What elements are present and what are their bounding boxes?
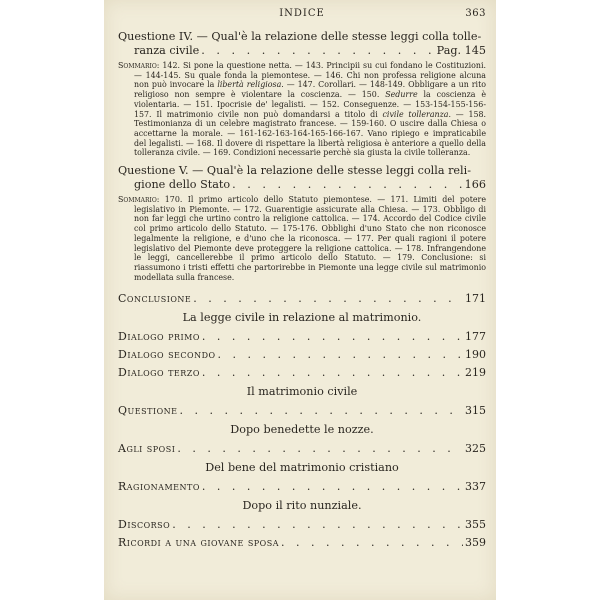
question-iv-entry (118, 30, 486, 57)
entry-title: Dialogo secondo (118, 348, 216, 362)
leader-dots (202, 328, 463, 346)
leader-dots (201, 44, 434, 58)
index-entry (118, 478, 486, 496)
entry-title: Conclusione (118, 292, 192, 306)
index-entry (118, 534, 486, 552)
entry-page: 325 (465, 442, 486, 456)
summary-label: Sommario: (118, 195, 160, 205)
question-v-summary (118, 195, 486, 282)
index-entry (118, 328, 486, 346)
section-heading: La legge civile in relazione al matrimonio. (182, 311, 422, 325)
question-iv-title-cont: ranza civile (134, 43, 200, 57)
index-entry (118, 516, 486, 534)
summary-italic: Sedurre (385, 90, 418, 100)
page-header (118, 8, 486, 24)
index-content (118, 8, 486, 552)
entry-page: 337 (465, 480, 486, 494)
leader-dots (193, 290, 463, 308)
question-v-title-cont: gione dello Stato (134, 177, 231, 191)
entry-page: 177 (465, 330, 486, 344)
question-v-title: Questione V. — Qual'è la relazione delle stesse leggi colla reli- (118, 164, 471, 178)
section-heading: Dopo il rito nunziale. (242, 499, 362, 513)
page-number: 363 (465, 8, 486, 19)
entry-title: Dialogo primo (118, 330, 200, 344)
leader-dots (179, 402, 463, 420)
leader-dots (172, 516, 463, 534)
entry-page: 190 (465, 348, 486, 362)
summary-text: la coscienza è violentaria. — 151. Ipocrisie de' legalisti. — 152. Conseguenze. — 153-154-155-156-157. Il matrimonio civile non può domandarsi a titolo di (134, 90, 486, 119)
entry-title: Ricordi a una giovane sposa (118, 536, 280, 550)
summary-text: 142. Si pone la questione netta. — 143. Principii su cui fondano le Costituzioni. — 144-145. Su quale fonda la piemontese. — 146. Chi non professa religione alcuna non può invocare la (134, 61, 486, 90)
question-v-continuation (118, 178, 486, 192)
section-heading: Dopo benedette le nozze. (230, 423, 374, 437)
question-v-page: 166 (464, 177, 486, 191)
question-v-entry (118, 164, 486, 191)
summary-text: 170. Il primo articolo dello Statuto piemontese. — 171. Limiti del potere legislativo in Piemonte. — 172. Guarentigie assicurate alla Chiesa. — 173. Obbligo di non far leggi che urtino contro la religione cattolica. — 174. Accordo del Codice civile col primo articolo dello Statuto. — 175-176. Obblighi d'uno Stato che non riconosce legalmente la religione, e d'uno che la riconosca. — 177. Per quali ragioni il potere legislativo del Piemonte deve proteggere la religione cattolica. — 178. Infrangendone le leggi, cancellerebbe il primo articolo dello Statuto. — 179. Conclusione: si riassumono i tristi effetti che partorirebbe in Piemonte una legge civile sul matrimonio modellata sulla francese. (134, 195, 486, 282)
entry-page: 219 (465, 366, 486, 380)
book-page (104, 0, 496, 600)
index-entry (118, 402, 486, 420)
leader-dots (202, 478, 463, 496)
index-entry (118, 364, 486, 382)
entry-page: 171 (465, 292, 486, 306)
summary-italic: civile tolleranza (382, 109, 449, 119)
entry-page: 355 (465, 518, 486, 532)
index-entry (118, 440, 486, 458)
section-heading: Del bene del matrimonio cristiano (205, 461, 399, 475)
summary-text: . — 158. Testimonianza di un celebre magistrato francese. — 159-160. O uscire dalla Chiesa o accettarne la morale. — 161-162-163-164-165-166-167. Vano ripiego e impraticabile del legalisti. — 168. Il dovere di rispettare la libertà religiosa è anteriore a quello della tolleranza civile. — 169. Condizioni necessarie perchè sia giusta la civile tolleranza. (134, 109, 487, 158)
question-iv-title: Questione IV. — Qual'è la relazione delle stesse leggi colla tolle- (118, 30, 482, 43)
leader-dots (177, 440, 463, 458)
section-heading: Il matrimonio civile (246, 385, 358, 399)
entry-title: Dialogo terzo (118, 366, 200, 380)
entry-title: Agli sposi (118, 442, 176, 456)
entry-title: Questione (118, 404, 178, 418)
index-entry (118, 290, 486, 308)
index-rows (118, 290, 486, 552)
index-entry (118, 346, 486, 364)
leader-dots (218, 346, 463, 364)
running-title: INDICE (279, 8, 325, 19)
question-iv-page: Pag. 145 (436, 43, 486, 57)
entry-title: Discorso (118, 518, 171, 532)
entry-page: 315 (465, 404, 486, 418)
leader-dots (232, 178, 462, 192)
summary-text: . — 147. Corollari. — 148-149. Obbligare a un rito religioso non sempre è violentare la coscienza. — 150. (134, 80, 486, 100)
summary-label: Sommario: (118, 61, 160, 70)
summary-italic: libertà religiosa (217, 80, 282, 90)
leader-dots (281, 534, 463, 552)
question-iv-continuation (118, 44, 486, 58)
entry-page: 359 (465, 536, 486, 550)
question-iv-summary (118, 61, 486, 158)
entry-title: Ragionamento (118, 480, 200, 494)
leader-dots (202, 364, 463, 382)
